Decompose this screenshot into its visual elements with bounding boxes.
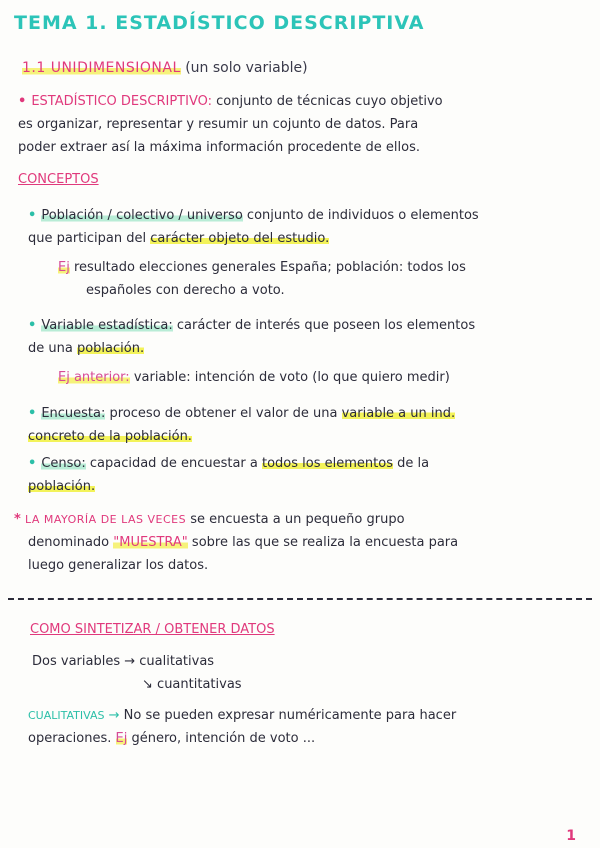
concept-poblacion	[28, 204, 479, 250]
cualitativas-line2a: operaciones.	[28, 731, 112, 746]
variable-term: Variable estadística:	[41, 318, 173, 333]
definition-block	[18, 90, 443, 159]
encuesta-term: Encuesta:	[41, 406, 106, 421]
section-subtitle	[22, 60, 308, 76]
variable-types	[32, 650, 242, 696]
variable-line2a: de una	[28, 341, 73, 356]
definition-line3: poder extraer así la máxima información procedente de ellos.	[18, 140, 420, 155]
type-cuantitativas: cuantitativas	[157, 677, 242, 692]
variable-line1: carácter de interés que poseen los elementos	[176, 318, 476, 333]
encuesta-line2: concreto de la población.	[28, 429, 192, 444]
concepts-heading: CONCEPTOS	[18, 172, 99, 187]
definition-line1: conjunto de técnicas cuyo objetivo	[216, 94, 443, 109]
ej-label: Ej	[115, 731, 128, 746]
example-variable	[58, 366, 450, 389]
note-muestra: "MUESTRA"	[113, 535, 188, 550]
note-block	[14, 508, 458, 577]
subtitle-label: 1.1 UNIDIMENSIONAL	[22, 60, 181, 76]
bullet-icon: •	[28, 318, 37, 333]
encuesta-line1b: variable a un ind.	[341, 406, 456, 421]
poblacion-ex2: españoles con derecho a voto.	[86, 283, 285, 298]
bullet-icon: •	[28, 208, 37, 223]
censo-line2: población.	[28, 479, 96, 494]
page-title: TEMA 1. ESTADÍSTICO DESCRIPTIVA	[14, 12, 425, 34]
poblacion-ex1: resultado elecciones generales España; población: todos los	[73, 260, 466, 275]
note-lead: LA MAYORÍA DE LAS VECES	[24, 513, 187, 526]
cualitativas-line1: No se pueden expresar numéricamente para hacer	[123, 708, 457, 723]
section2-heading: COMO SINTETIZAR / OBTENER DATOS	[30, 622, 275, 637]
cualitativas-block	[28, 704, 456, 750]
definition-term: ESTADÍSTICO DESCRIPTIVO:	[31, 94, 212, 109]
censo-term: Censo:	[41, 456, 86, 471]
type-cualitativas: cualitativas	[139, 654, 215, 669]
types-label: Dos variables	[32, 654, 121, 669]
ej-anterior-label: Ej anterior:	[58, 370, 130, 385]
note-line1: se encuesta a un pequeño grupo	[190, 512, 405, 527]
note-line3: luego generalizar los datos.	[28, 558, 209, 573]
poblacion-term: Población / colectivo / universo	[41, 208, 243, 223]
censo-line1a: capacidad de encuestar a	[89, 456, 258, 471]
star-icon: *	[14, 512, 21, 527]
note-line2c: sobre las que se realiza la encuesta para	[191, 535, 459, 550]
arrow-right-icon: →	[108, 708, 120, 723]
arrow-right-icon: →	[124, 654, 136, 669]
variable-line2b: población.	[76, 341, 145, 356]
bullet-icon: •	[18, 94, 27, 109]
example-poblacion	[58, 256, 466, 302]
cualitativas-line2b: género, intención de voto ...	[131, 731, 316, 746]
censo-line1b: todos los elementos	[262, 456, 393, 471]
bullet-icon: •	[28, 406, 37, 421]
page-number: 1	[566, 828, 576, 844]
arrow-down-icon: ↘	[142, 677, 153, 692]
section-divider	[8, 598, 592, 600]
note-line2a: denominado	[28, 535, 110, 550]
bullet-icon: •	[28, 456, 37, 471]
poblacion-line2b: carácter objeto del estudio.	[150, 231, 330, 246]
concept-variable	[28, 314, 475, 360]
poblacion-line2a: que participan del	[28, 231, 147, 246]
poblacion-line1: conjunto de individuos o elementos	[246, 208, 479, 223]
definition-line2: es organizar, representar y resumir un cojunto de datos. Para	[18, 117, 419, 132]
censo-line1c: de la	[397, 456, 430, 471]
variable-ex1: variable: intención de voto (lo que quiero medir)	[133, 370, 450, 385]
concept-censo	[28, 452, 429, 498]
concept-encuesta	[28, 402, 455, 448]
subtitle-note: (un solo variable)	[185, 60, 308, 76]
ej-label: Ej	[58, 260, 70, 275]
encuesta-line1a: proceso de obtener el valor de una	[109, 406, 338, 421]
cualitativas-term: CUALITATIVAS	[28, 709, 105, 722]
